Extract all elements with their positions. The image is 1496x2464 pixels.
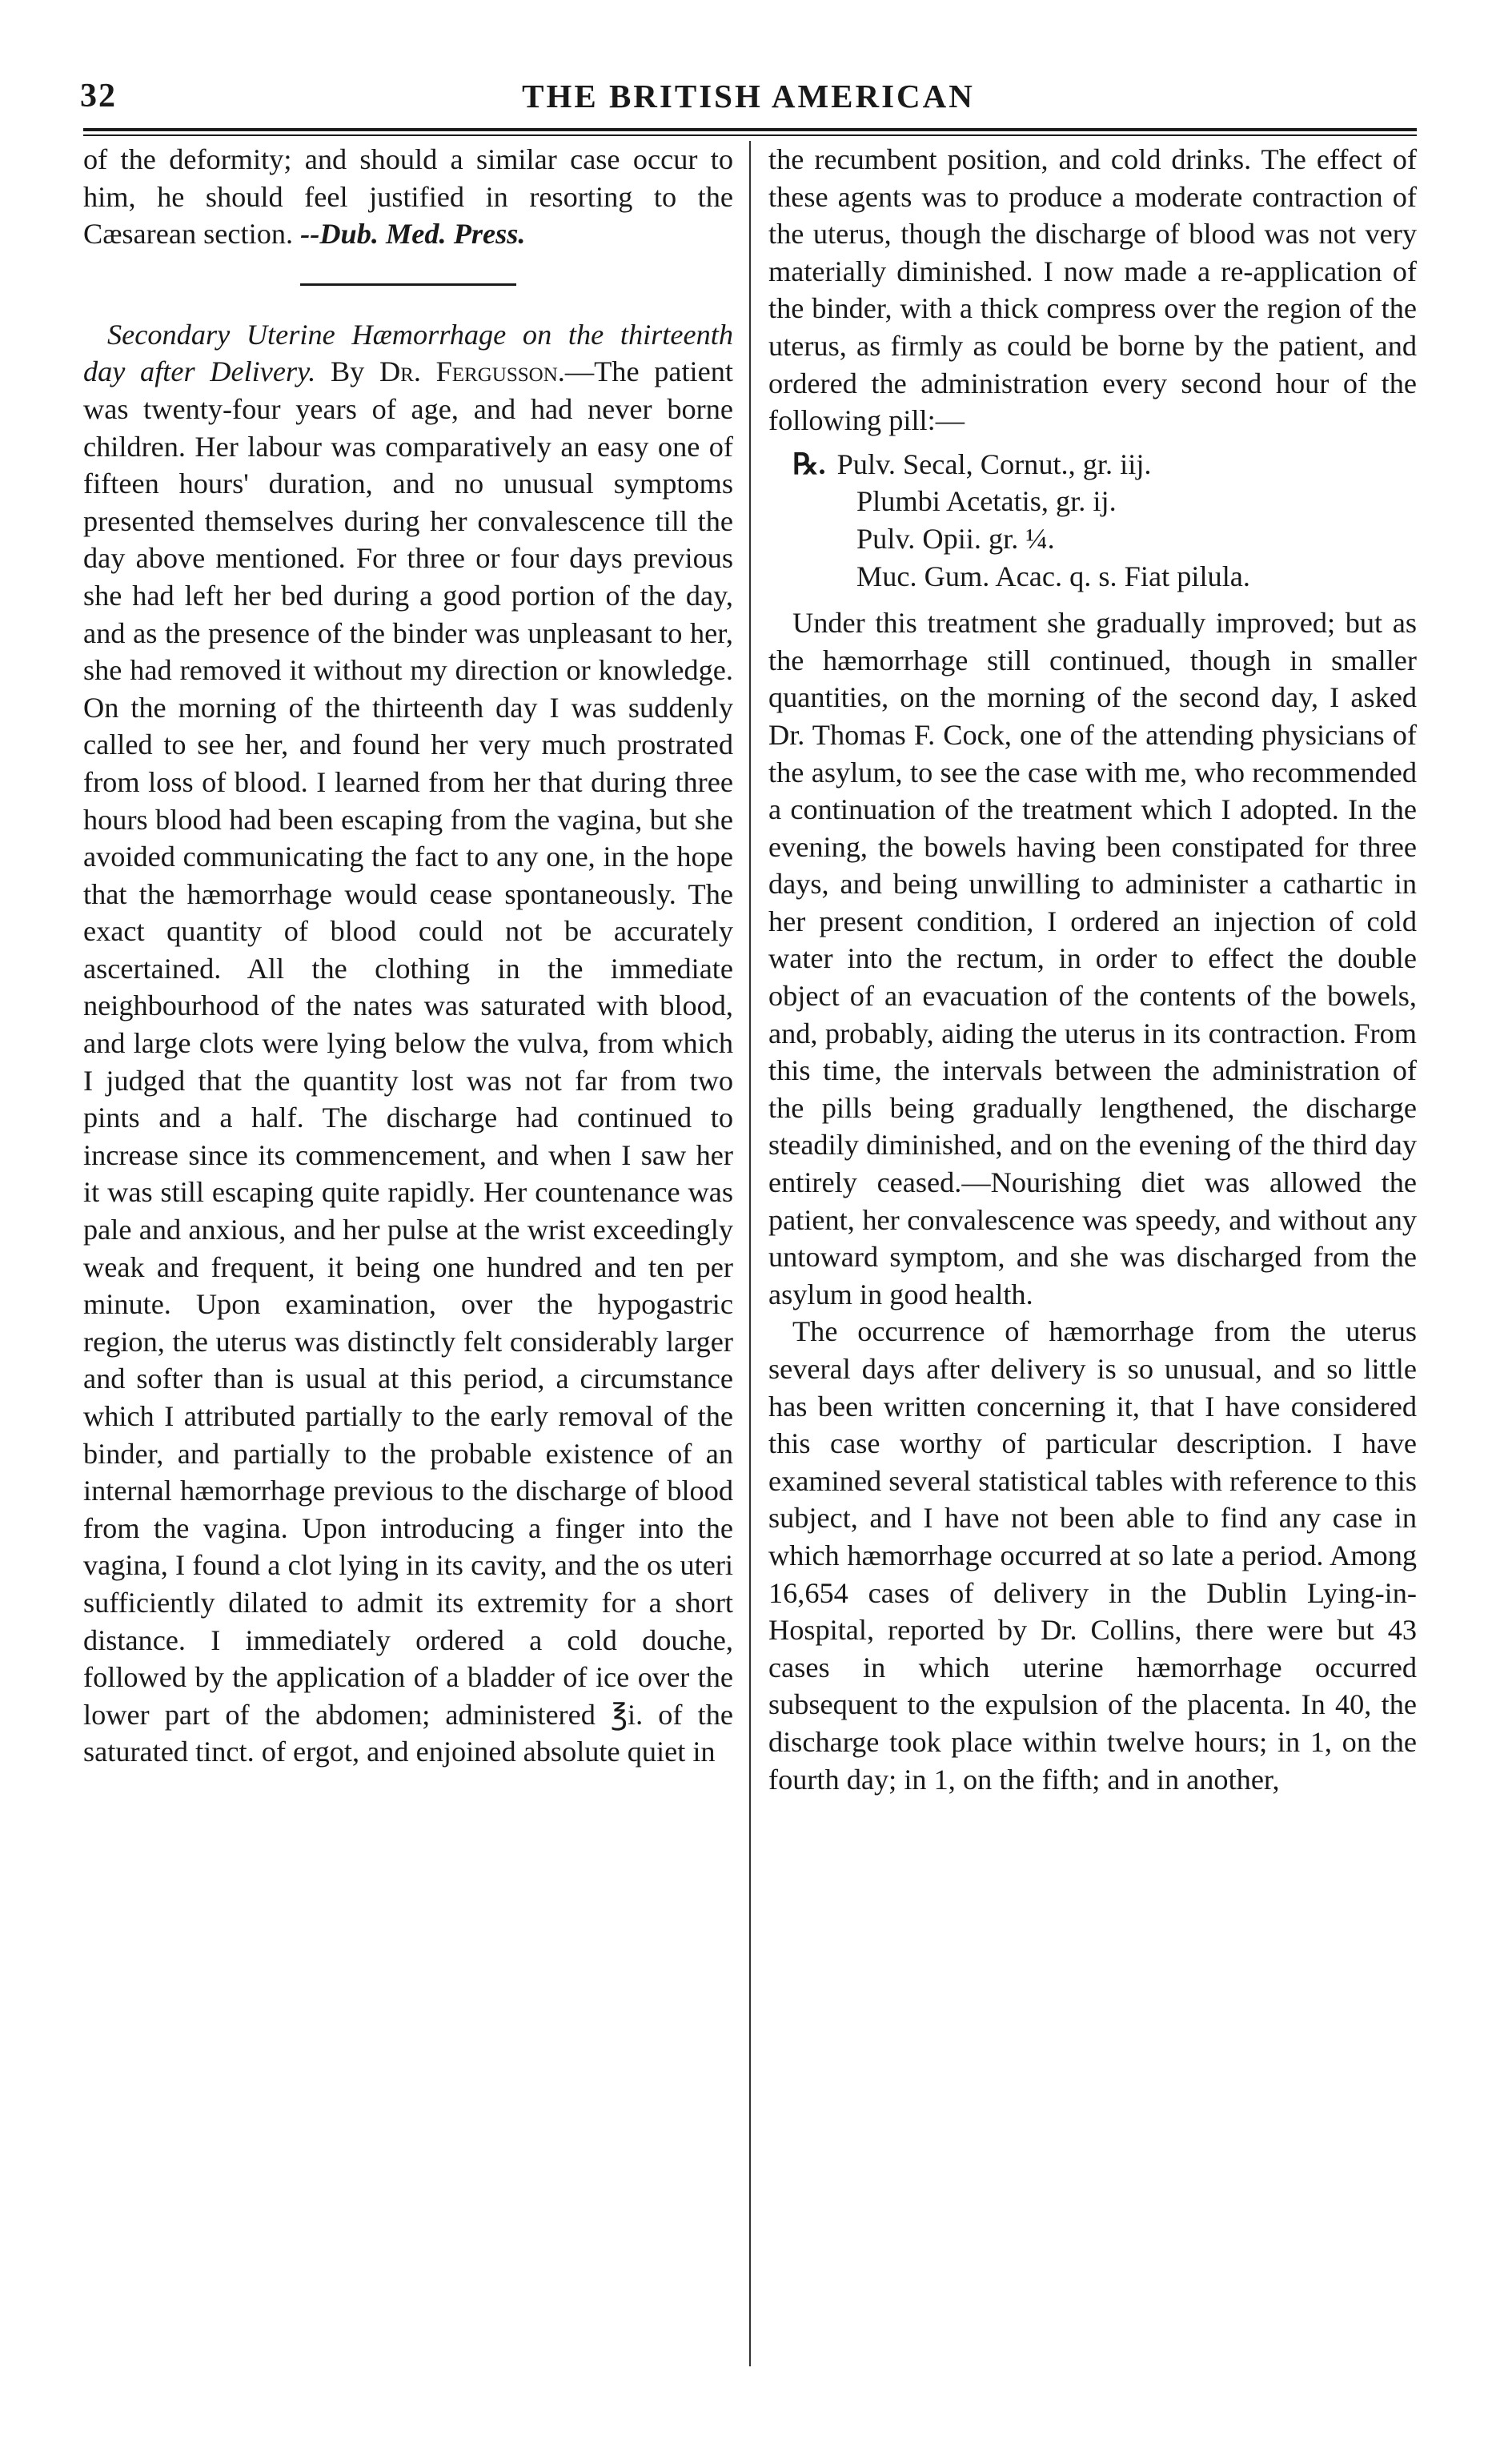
right-column xyxy=(768,141,1417,1798)
continuation-paragraph xyxy=(83,141,733,253)
article-author: Dr. Fergusson. xyxy=(379,355,565,388)
prescription-line-1: ℞. Pulv. Secal, Cornut., gr. iij. xyxy=(792,447,1152,480)
article-title: Secondary Uterine Hæmorrhage on the thirteenth day after Delivery. xyxy=(83,318,733,388)
right-paragraph-3: The occurrence of hæmorrhage from the uterus several days after delivery is so unusual, and so little has been written concerning it, that I have considered this case worthy of particular description. I have examined several statistical tables with reference to this subject, and I have not been able to find any case in which hæmorrhage occurred at so late a period. Among 16,654 cases of delivery in the Dublin Lying-in-Hospital, reported by Dr. Collins, there were but 43 cases in which uterine hæmorrhage occurred subsequent to the expulsion of the placenta. In 40, the discharge took place within twelve hours; in 1, on the fourth day; in 1, on the fifth; and in another, xyxy=(768,1315,1417,1796)
continuation-source: --Dub. Med. Press. xyxy=(300,218,526,251)
left-column xyxy=(83,141,733,1771)
continuation-text: of the deformity; and should a similar case occur to him, he should feel justified in resorting to the Cæsarean section. xyxy=(83,143,733,251)
article-by: By xyxy=(330,355,365,388)
header-rule-thin xyxy=(83,134,1417,136)
page-number: 32 xyxy=(80,78,117,114)
header-rule-thick xyxy=(83,128,1417,131)
right-paragraph-2: Under this treatment she gradually improved; but as the hæmorrhage still continued, though in smaller quantities, on the morning of the second day, I asked Dr. Thomas F. Cock, one of the attending physicians of the asylum, to see the case with me, who recommended a continuation of the treatment which I adopted. In the evening, the bowels having been constipated for three days, and being unwilling to administer a cathartic in her present condition, I ordered an injection of cold water into the rectum, in order to effect the double object of an evacuation of the contents of the bowels, and, probably, aiding the uterus in its contraction. From this time, the intervals between the administration of the pills being gradually lengthened, the discharge steadily diminished, and on the evening of the third day entirely ceased.—Nourishing diet was allowed the patient, her convalescence was speedy, and without any untoward symptom, and she was discharged from the asylum in good health. xyxy=(768,607,1417,1310)
page-header xyxy=(80,77,1417,125)
article-separator-rule xyxy=(300,283,516,286)
running-title: THE BRITISH AMERICAN xyxy=(522,78,975,114)
article-body: —The patient was twenty-four years of age, and had never borne children. Her labour was comparatively an easy one of fifteen hours' duration, and no unusual symptoms presented themselves during her convalescence till the day above mentioned. For three or four days previous she had left her bed during a good portion of the day, and as the presence of the binder was unpleasant to her, she had removed it without my direction or knowledge. On the morning of the thirteenth day I was suddenly called to see her, and found her very much prostrated from loss of blood. I learned from her that during three hours blood had been escaping from the vagina, but she avoided communicating the fact to any one, in the hope that the hæmorrhage would cease spontaneously. The exact quantity of blood could not be accurately ascertained. All the clothing in the immediate neighbourhood of the nates was saturated with blood, and large clots were lying below the vulva, from which I judged that the quantity lost was not far from two pints and a half. The discharge had continued to increase since its commencement, and when I saw her it was still escaping quite rapidly. Her countenance was pale and anxious, and her pulse at the wrist exceedingly weak and frequent, it being one hundred and ten per minute. Upon examination, over the hypogastric region, the uterus was distinctly felt considerably larger and softer than is usual at this period, a circumstance which I attributed partially to the early removal of the binder, and partially to the probable existence of an internal hæmorrhage previous to the discharge of blood from the vagina. Upon introducing a finger into the vagina, I found a clot lying in its cavity, and the os uteri sufficiently dilated to admit its extremity for a short distance. I immediately ordered a cold douche, followed by the application of a bladder of ice over the lower part of the abdomen; administered ℥i. of the saturated tinct. of ergot, and enjoined absolute quiet in xyxy=(83,355,733,1768)
prescription xyxy=(768,446,1417,595)
column-divider xyxy=(749,141,751,2366)
prescription-line-4: Muc. Gum. Acac. q. s. Fiat pilula. xyxy=(856,560,1250,592)
recipe-symbol: ℞. xyxy=(792,447,826,480)
article-paragraph xyxy=(83,316,733,1771)
prescription-line-2: Plumbi Acetatis, gr. ij. xyxy=(856,485,1117,518)
right-paragraph-1: the recumbent position, and cold drinks. The effect of these agents was to produce a moderate contraction of the uterus, though the discharge of blood was not very materially diminished. I now made a re-application of the binder, with a thick compress over the region of the uterus, as firmly as could be borne by the patient, and ordered the administration every second hour of the following pill:— xyxy=(768,143,1417,437)
prescription-line-3: Pulv. Opii. gr. ¼. xyxy=(856,522,1055,555)
